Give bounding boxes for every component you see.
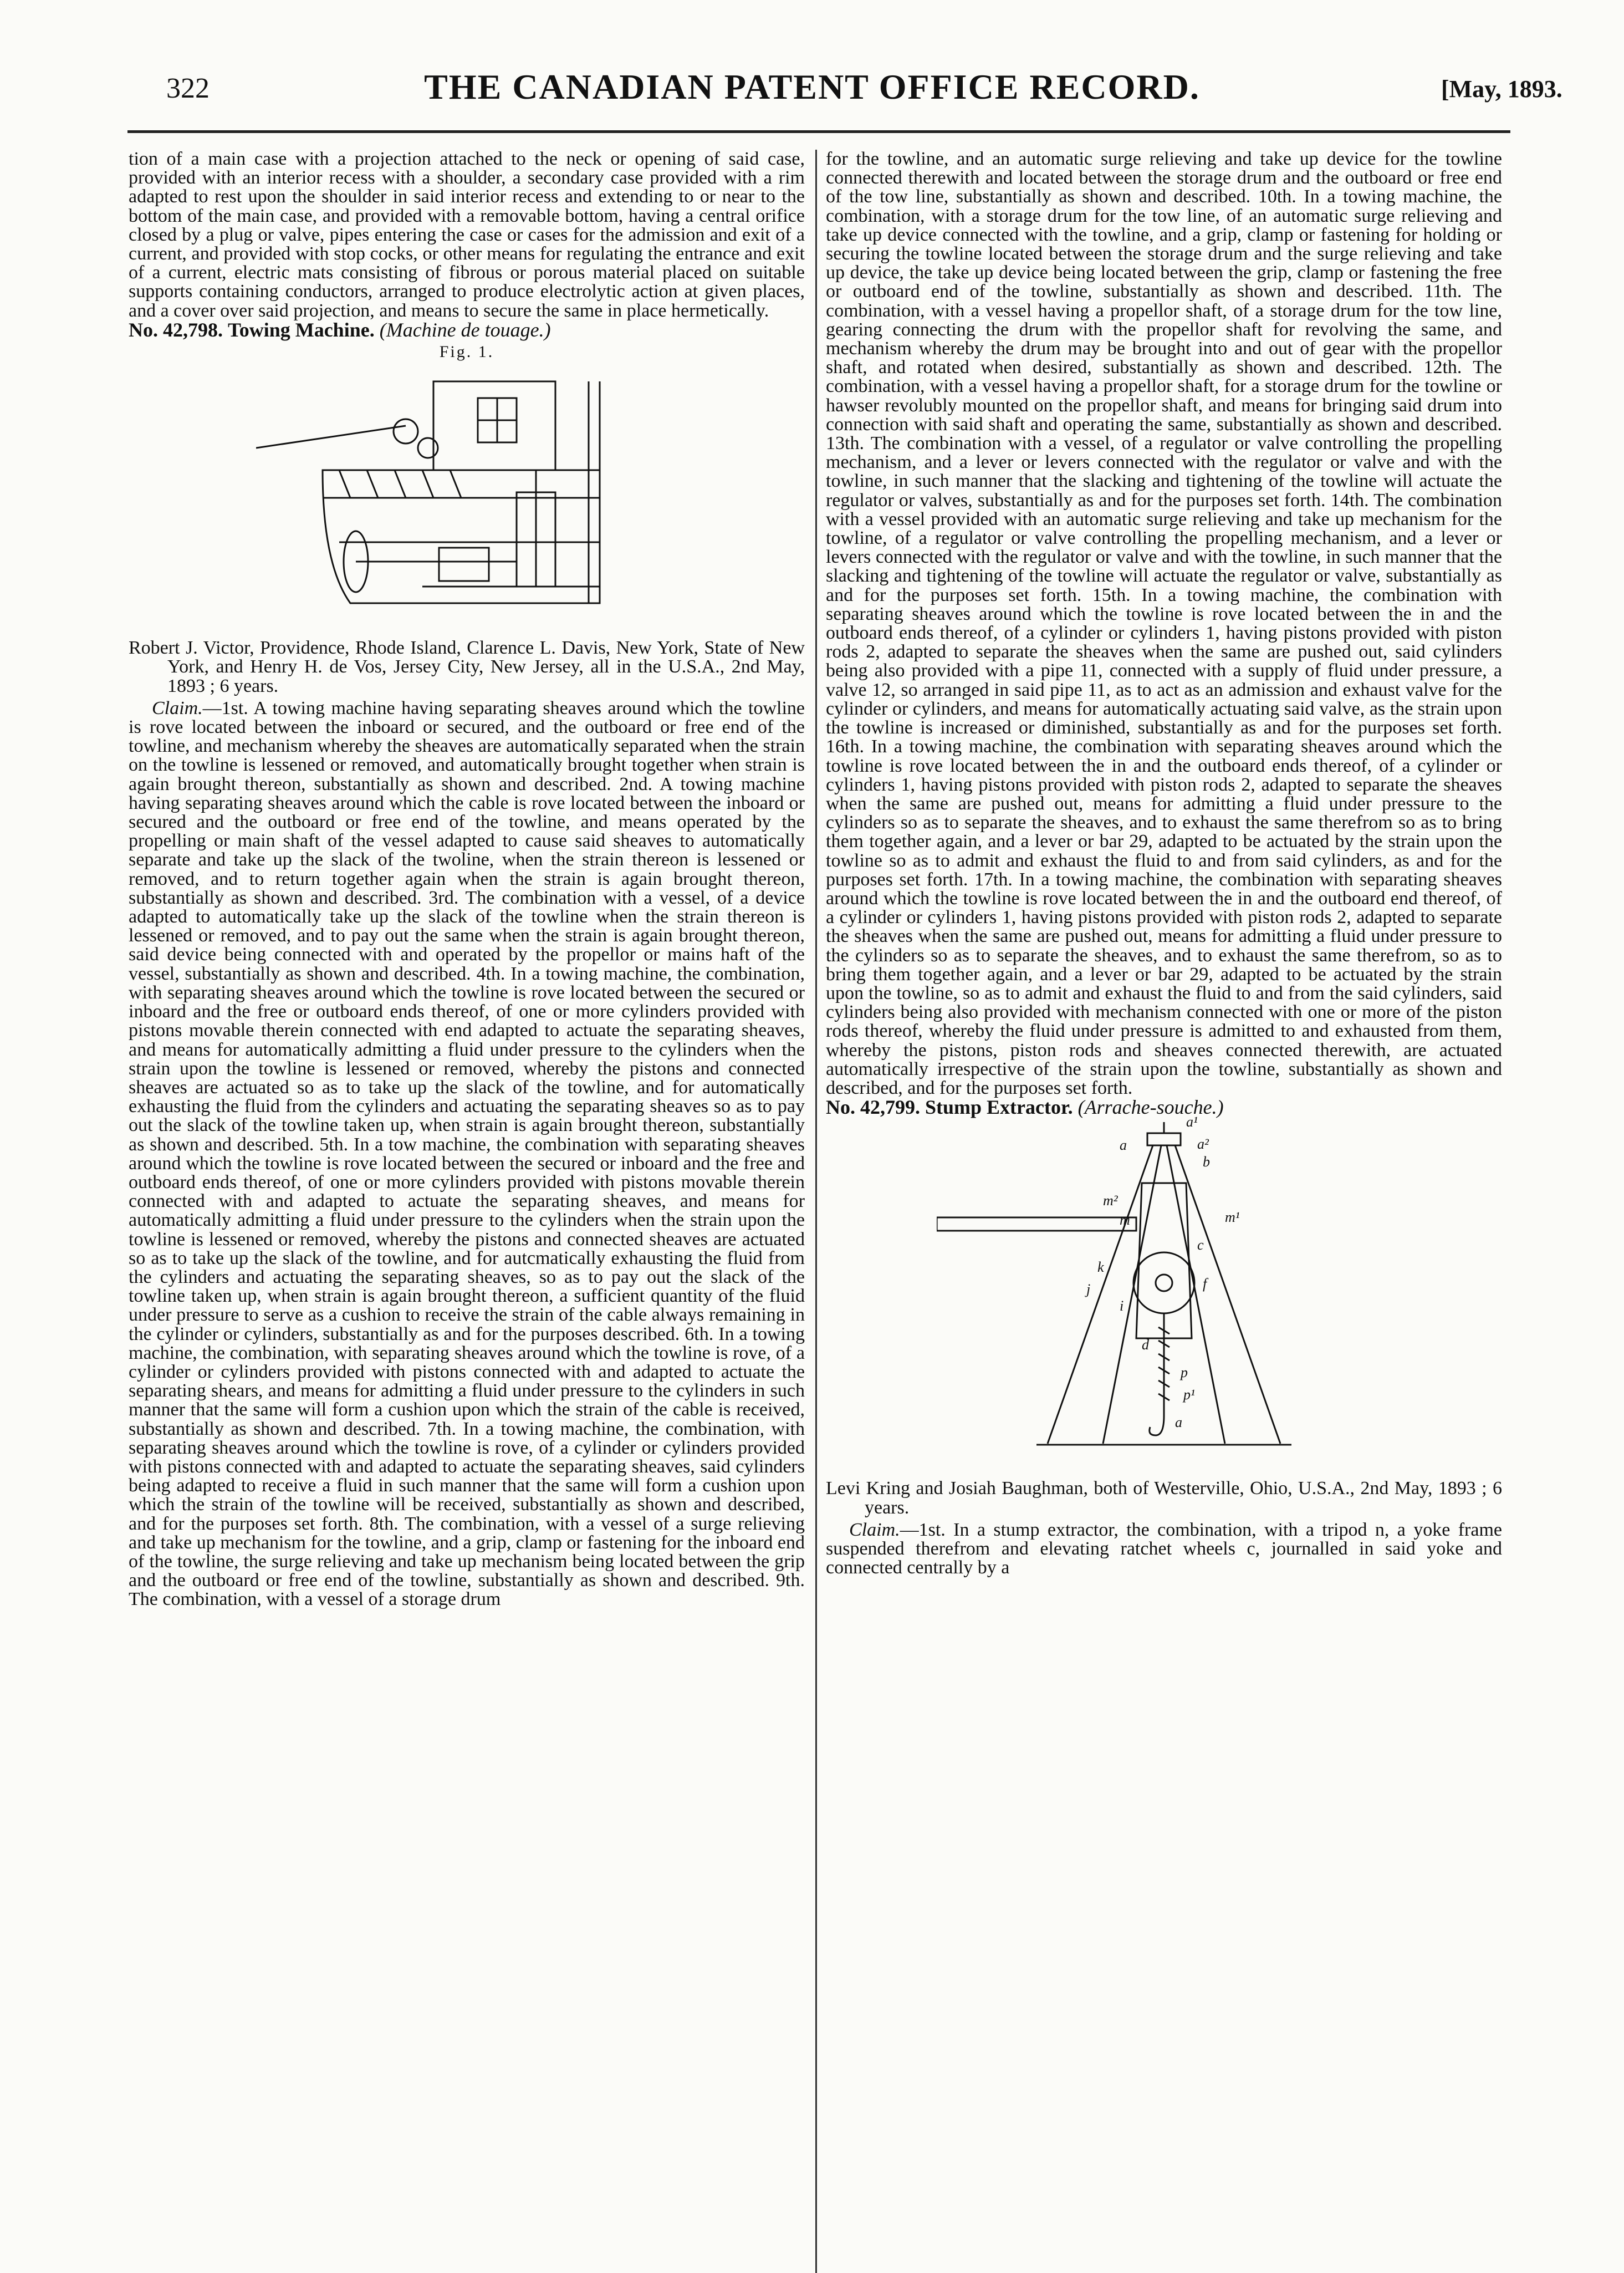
page-header (0, 0, 1624, 139)
claims-paragraph (826, 1521, 1502, 1578)
claims-paragraph (129, 699, 805, 1609)
figure-letter: p (1181, 1364, 1188, 1381)
header-rule (127, 130, 1510, 133)
figure-letter: a (1175, 1414, 1182, 1431)
claim-label: Claim. (849, 1519, 900, 1540)
left-column (129, 150, 805, 2267)
issue-date: [May, 1893. (1441, 75, 1562, 103)
figure-letter: a (1120, 1137, 1127, 1154)
patent-french-title: (Machine de touage.) (379, 318, 551, 341)
figure-letter: f (1203, 1276, 1207, 1292)
figure-letter: m (1120, 1212, 1130, 1229)
figure-label: Fig. 1. (439, 343, 494, 361)
figure-letter: c (1197, 1237, 1204, 1253)
page-number: 322 (166, 73, 210, 104)
figure-letter: k (1097, 1259, 1104, 1276)
patent-title: Towing Machine. (228, 318, 375, 341)
patent-number: No. 42,799. (826, 1096, 920, 1119)
journal-title: THE CANADIAN PATENT OFFICE RECORD. (424, 67, 1200, 106)
continuation-paragraph: tion of a main case with a projection attached to the neck or opening of said case, provided with an interior recess with a shoulder, a secondary case provided with a rim adapted to rest upon the shoulder in said interior recess and extending to or near to the bottom of the main case, and provided with a removable bottom, having a central orifice closed by a plug or valve, pipes entering the case or cases for the admission and exit of a current, and provided with stop cocks, or other means for regulating the entrance and exit of a current, electric mats consisting of fibrous or porous material placed on suitable supports containing conductors, arranged to produce electrolytic action at given places, and a cover over said projection, and means to secure the same in place hermetically. (129, 150, 805, 321)
figure-letter: d (1142, 1337, 1149, 1353)
patent-heading-42798 (129, 320, 805, 339)
figure-letter: a² (1197, 1136, 1209, 1153)
patent-inventors: Robert J. Victor, Providence, Rhode Island, Clarence L. Davis, New York, State of New York, and Henry H. de Vos, Jersey City, New Jersey, all in the U.S.A., 2nd May, 1893 ; 6 years. (129, 638, 805, 696)
patent-number: No. 42,798. (129, 318, 223, 341)
figure-letter: m¹ (1225, 1209, 1240, 1226)
claim-label: Claim. (152, 697, 203, 718)
patent-inventors: Levi Kring and Josiah Baughman, both of Westerville, Ohio, U.S.A., 2nd May, 1893 ; 6 years. (826, 1478, 1502, 1518)
column-divider (815, 150, 817, 2273)
stump-extractor-figure (937, 1117, 1391, 1460)
figure-letter: m² (1103, 1192, 1118, 1209)
towing-machine-figure (256, 365, 677, 620)
patent-title: Stump Extractor. (925, 1096, 1073, 1119)
figure-letter: j (1086, 1281, 1091, 1298)
claim-text: —1st. In a stump extractor, the combination, with a tripod n, a yoke frame suspended therefrom and elevating ratchet wheels c, journalled in said yoke and connected centrally by a (826, 1519, 1502, 1578)
figure-letter: i (1120, 1298, 1124, 1314)
continuation-paragraph: for the towline, and an automatic surge relieving and take up device for the towline connected therewith and located between the storage drum and the outboard or free end of the tow line, substantially as shown and described. 10th. In a towing machine, the combination, with a storage drum for the tow line, of an automatic surge relieving and take up device connected with the towline, and a grip, clamp or fastening for holding or securing the towline located between the storage drum and the surge relieving and take up device, the take up device being located between the grip, clamp or fastening the free or outboard end of the towline, substantially as shown and described. 11th. The combination, with a vessel having a propellor shaft, of a storage drum for the tow line, gearing connecting the drum with the propellor shaft for revolving the same, and mechanism whereby the drum may be brought into and out of gear with the propellor shaft, and rotated when desired, substantially as shown and described. 12th. The combination, with a vessel having a propellor shaft, for a storage drum for the towline or hawser revolubly mounted on the propellor shaft, and means for bringing said drum into connection with said shaft and operating the same, substantially as shown and described. 13th. The combination with a vessel, of a regulator or valve controlling the propelling mechanism, and a lever or levers connected with the regulator or valve and with the towline, in such manner that the slacking and tightening of the towline will actuate the regulator or valves, substantially as and for the purposes set forth. 14th. The combination with a vessel provided with an automatic surge relieving and take up mechanism for the towline, of a regulator or valve controlling the propelling mechanism, and a lever or levers connected with the regulator or valve and with the towline, in such manner that the slacking and tightening of the towline will actuate the regulator or valve, substantially as and for the purposes set forth. 15th. In a towing machine, the combination with separating sheaves around which the towline is rove located between the in and the outboard ends thereof, of a cylinder or cylinders 1, having pistons provided with piston rods 2, adapted to separate the sheaves when the same are pushed out, said cylinders being also provided with a pipe 11, connected with a supply of fluid under pressure, a valve 12, so arranged in said pipe 11, as to act as an admission and exhaust valve for the cylinder or cylinders, and means for automatically actuating said valve, as the strain upon the towline is increased or diminished, substantially as and for the purposes set forth. 16th. In a towing machine, the combination with separating sheaves around which the towline is rove located between the in and the outboard ends thereof, of a cylinder or cylinders 1, having pistons provided with piston rods 2, adapted to separate the sheaves when the same are pushed out, means for admitting a fluid under pressure to the cylinders so as to separate the sheaves, and to exhaust the same therefrom so as to bring them together again, and a lever or bar 29, adapted to be actuated by the strain upon the towline so as to admit and exhaust the fluid to and from said cylinders, as and for the purposes set forth. 17th. In a towing machine, the combination with separating sheaves around which the towline is rove located between the in and the outboard end thereof, of a cylinder or cylinders 1, having pistons provided with piston rods 2, adapted to separate the sheaves when the same are pushed out, means for admitting a fluid under pressure to the cylinders so as to separate the sheaves, and to exhaust the same therefrom, so as to bring them together again, and a lever or bar 29, adapted to be actuated by the strain upon the towline, so as to admit and exhaust the fluid to and from the said cylinders, said cylinders being also provided with mechanism connected with one or more of the piston rods thereof, whereby the fluid under pressure is admitted to and exhausted from them, whereby the pistons, piston rods and sheaves connected therewith, are actuated automatically irrespective of the strain upon the towline, substantially as shown and described, and for the purposes set forth. (826, 150, 1502, 1098)
figure-letter: b (1203, 1154, 1210, 1170)
figure-letter: a¹ (1186, 1117, 1198, 1130)
claim-text: —1st. A towing machine having separating sheaves around which the towline is rove located between the inboard or secured, and the outboard or free end of the towline, and mechanism whereby the sheaves are automatically separated when the strain on the towline is lessened or removed, and automatically brought together when strain is again brought thereon, substantially as shown and described. 2nd. A towing machine having separating sheaves around which the cable is rove located between the inboard or secured and the outboard or free end of the towline, and means operated by the propelling or main shaft of the vessel adapted to cause said sheaves to automatically separate and take up the slack of the twoline, when the strain thereon is lessened or removed, and to return together again when the strain is again brought thereon, substantially as shown and described. 3rd. The combination with a vessel, of a device adapted to automatically take up the slack of the towline when the strain thereon is lessened or removed, and to pay out the same when the strain is again brought thereon, said device being connected with and operated by the propellor or mains haft of the vessel, substantially as shown and described. 4th. In a towing machine, the combination, with separating sheaves around which the towline is rove located between the secured or inboard and the free or outboard ends thereof, of one or more cylinders provided with pistons movable therein connected with end adapted to actuate the separating sheaves, and means for automatically admitting a fluid under pressure to the cylinders when the strain upon the towline is lessened or removed, whereby the pistons and connected sheaves are actuated so as to take up the slack of the towline, and for automatically exhausting the fluid from the cylinders and actuating the separating sheaves so as to pay out the slack of the towline taken up, when strain is again brought thereon, substantially as shown and described. 5th. In a tow machine, the combination with separating sheaves around which the towline is rove located between the secured or inboard and the free and outboard ends thereof, of one or more cylinders provided with pistons movable therein connected with and adapted to actuate the separating sheaves, and means for automatically admitting a fluid under pressure to the cylinders when the strain upon the towline is lessened or removed, whereby the pistons and connected sheaves are actuated so as to take up the slack of the towline, and for autcmatically exhausting the fluid from the cylinders and actuating the separating sheaves, so as to pay out the slack of the towline taken up, when strain is again brought thereon, a sufficient quantity of the fluid under pressure to serve as a cushion to receive the strain of the cable always remaining in the cylinder or cylinders, substantially as and for the purposes described. 6th. In a towing machine, the combination, with separating sheaves around which the towline is rove, of a cylinder or cylinders provided with pistons connected with and adapted to actuate the separating shears, and means for admitting a fluid under pressure to the cylinders in such manner that the same will form a cushion upon which the strain of the cable is received, substantially as shown and described. 7th. In a towing machine, the combination, with separating sheaves around which the towline is rove, of a cylinder or cylinders provided with pistons connected with and adapted to actuate the separating sheaves, said cylinders being adapted to receive a fluid in such manner that the same will form a cushion upon which the strain of the towline will be received, substantially as shown and described, and for the purposes set forth. 8th. The combination, with a vessel of a surge relieving and take up mechanism for the towline, and a grip, clamp or fastening for the inboard end of the towline, the surge relieving and take up mechanism being located between the grip and the outboard or free end of the towline, substantially as shown and described. 9th. The combination, with a vessel of a storage drum (129, 697, 805, 1610)
patent-heading-42799 (826, 1098, 1502, 1117)
figure-letter: p¹ (1183, 1387, 1195, 1403)
right-column (826, 150, 1502, 2267)
patent-french-title: (Arrache-souche.) (1077, 1096, 1224, 1119)
